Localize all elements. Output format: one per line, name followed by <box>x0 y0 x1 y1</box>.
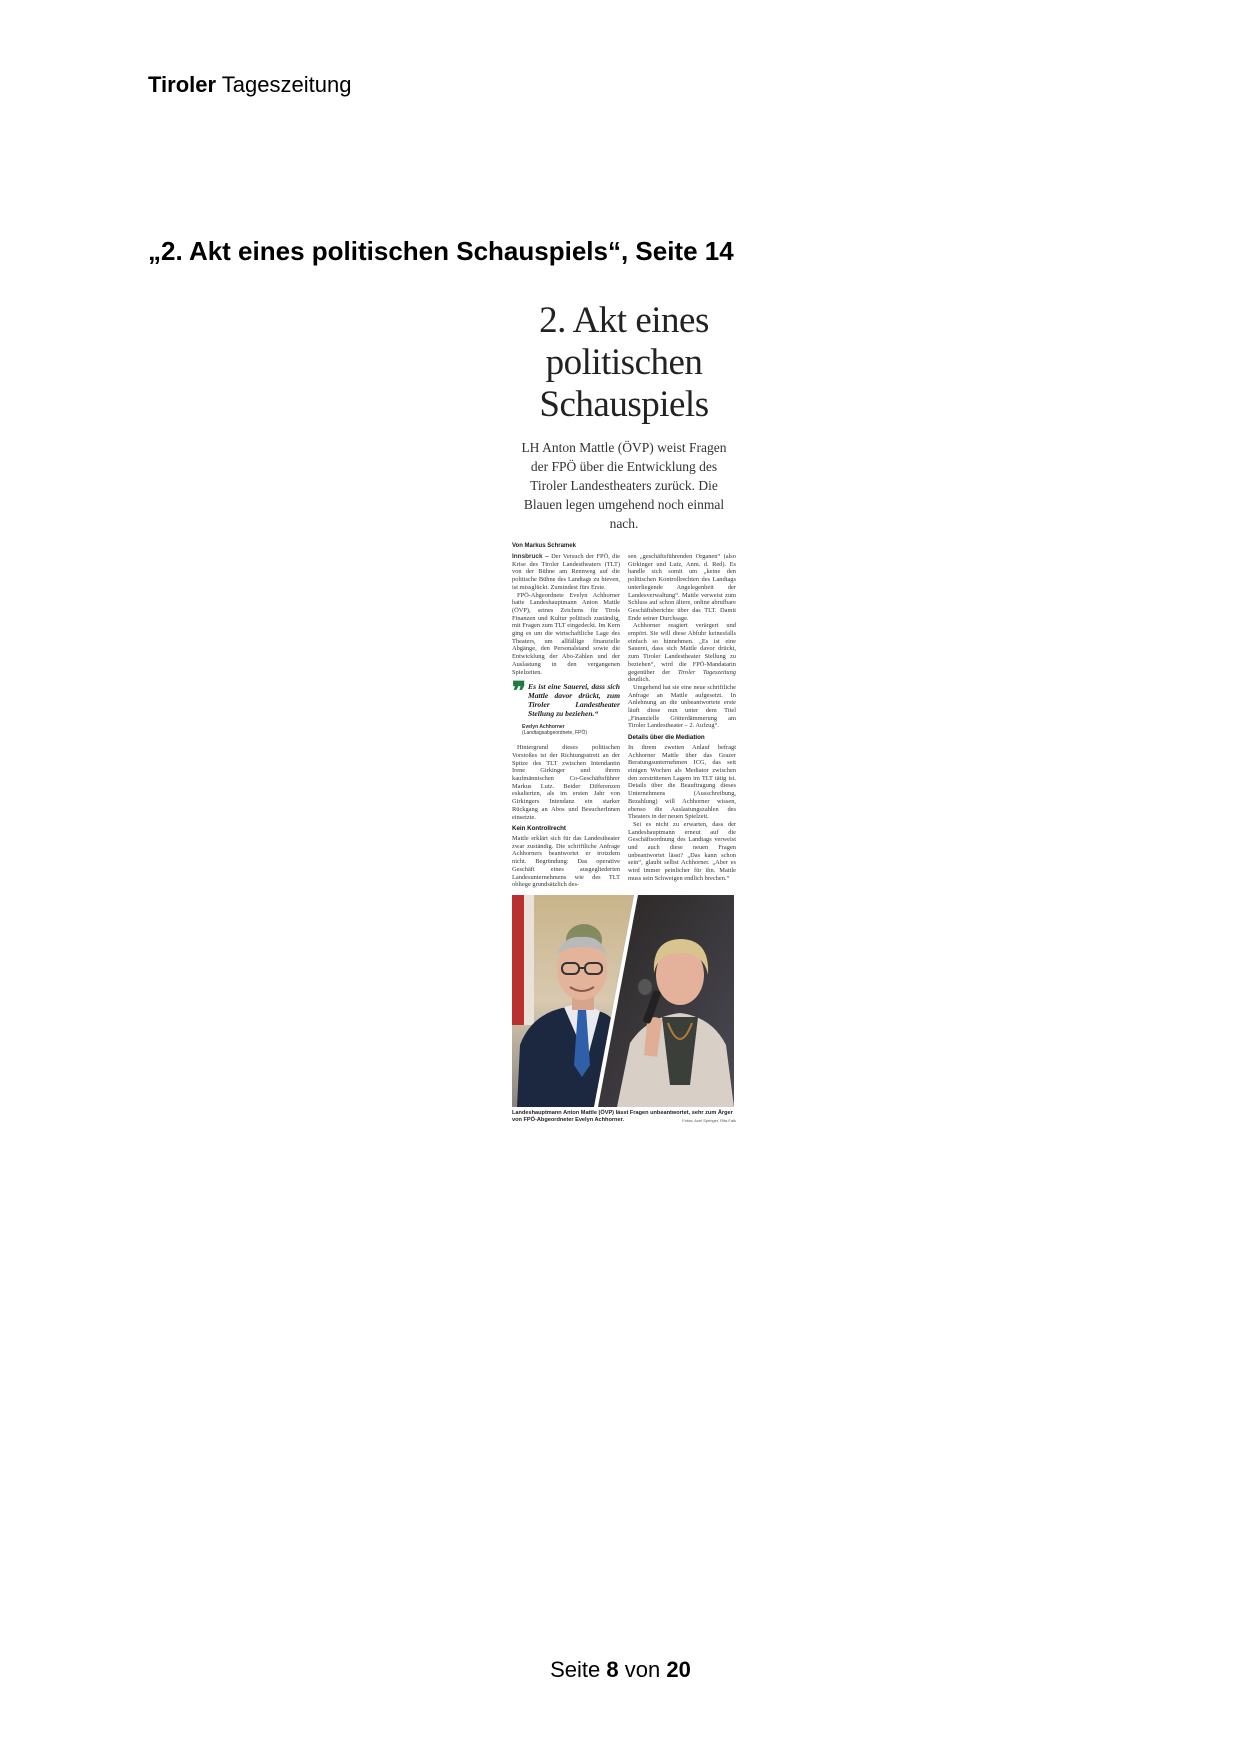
article-columns <box>512 553 736 889</box>
paragraph: Mattle erklärt sich für das Landestheater zwar zuständig. Die schriftliche Anfrage Achhorners beantwortet er trotzdem nicht. Begründung: Das operative Geschäft eines ausgegliederten Landesunternehmens wie des TLT obliege grundsätzlich des- <box>512 834 620 889</box>
paragraph: Innsbruck – Der Versuch der FPÖ, die Krise des Tiroler Landestheaters (TLT) von der Bühne am Rennweg auf die politische Bühne des Landtags zu hieven, ist missglückt. Zumindest fürs Erste. <box>512 553 620 591</box>
paragraph: In ihrem zweiten Anlauf befragt Achhorner Mattle über das Grazer Beratungsunternehmen ICG, das seit einigen Wochen als Mediator zwischen den zerstrittenen Lagern im TLT tätig ist. Details über die Beauftragung dieses Unternehmens (Ausschreibung, Bezahlung) will Achhorner wissen, ebenso die Auslastungszahlen des Theaters in der neuen Spielzeit. <box>628 743 736 821</box>
page-footer: Seite 8 von 20 <box>550 1657 691 1682</box>
clipping-title: „2. Akt eines politischen Schauspiels“, Seite 14 <box>148 236 734 266</box>
pull-quote <box>512 677 620 719</box>
paragraph: Umgehend hat sie eine neue schriftliche Anfrage an Mattle aufgesetzt. In Anlehnung an die unbeantwortete erste läuft diese nun unter dem Titel „Finanzielle Götterdämmerung am Tiroler Landestheater – 2. Aufzug“. <box>628 683 736 730</box>
headline-line: politischen <box>545 342 703 383</box>
article-photo <box>512 895 734 1107</box>
dateline: Innsbruck – <box>512 553 549 560</box>
newspaper-clipping <box>512 300 736 1300</box>
brand-rest: Tageszeitung <box>221 72 352 97</box>
publication-header <box>148 72 351 98</box>
headline-line: Schauspiels <box>539 384 709 425</box>
article-headline <box>512 300 736 426</box>
quote-icon: ❞ <box>512 677 526 707</box>
headline-line: 2. Akt eines <box>539 300 709 341</box>
article-lead: LH Anton Mattle (ÖVP) weist Fragen der FPÖ über die Entwicklung des Tiroler Landestheaters zurück. Die Blauen legen umgehend noch einmal nach. <box>521 440 727 531</box>
subheading: Details über die Mediation <box>628 734 705 742</box>
photo-credit: Fotos: Axel Springer, Rita Falk <box>682 1117 736 1123</box>
pull-quote-text: Es ist eine Sauerei, dass sich Mattle davor drückt, zum Tiroler Landestheater Stellung zu beziehen.“ <box>528 682 620 719</box>
article-column-2 <box>628 553 736 889</box>
article-column-1 <box>512 553 620 889</box>
brand-bold: Tiroler <box>148 72 217 97</box>
pull-quote-source: Evelyn Achhorner (Landtagsabgeordnete, FPÖ) <box>522 724 588 737</box>
photo-illustration <box>512 895 734 1107</box>
paragraph: sen „geschäftsführenden Organen“ (also Girkinger und Lutz, Anm. d. Red). Es handle sich somit um „keine den politischen Kontrollrechten des Landtags unterliegende Angelegenheit der Landesverwaltung“. Mattle verweist zum Schluss auf schon ältere, online abrufbare Geschäftsberichte über das TLT. Damit Ende seiner Durchsage. <box>628 553 736 622</box>
photo-caption: Landeshauptmann Anton Mattle (ÖVP) lässt Fragen unbeantwortet, sehr zum Ärger von FPÖ-Abgeordneter Evelyn Achhorner. Fotos: Axel Springer, Rita Falk <box>512 1109 736 1123</box>
paragraph: Hintergrund dieses politischen Vorstoßes ist der Richtungsstreit an der Spitze des TLT zwischen Intendantin Irene Girkinger und ihrem kaufmännischen Co-Geschäftsführer Markus Lutz. Beider Differenzen eskalierten, als im ersten Jahr von Girkingers Intendanz ein starker Rückgang an Abos und BesucherInnen einsetzte. <box>512 744 620 821</box>
paragraph: Sei es nicht zu erwarten, dass der Landeshauptmann erneut auf die Geschäftsordnung des Landtags verweist und auch diese neuen Fragen unbeantwortet lässt? „Das kann schon sein“, glaubt selbst Achhorner. „Aber es wird immer peinlicher für ihn. Mattle muss sein Schweigen endlich brechen.“ <box>628 820 736 882</box>
article-author: Von Markus Schramek <box>512 543 576 549</box>
total-pages: 20 <box>666 1657 691 1682</box>
subheading: Kein Kontrollrecht <box>512 825 566 833</box>
paragraph: Achhorner reagiert verärgert und empört. Sie will diese Abfuhr keinesfalls einfach so hinnehmen. „Es ist eine Sauerei, dass sich Mattle davor drückt, zum Tiroler Landestheater Stellung zu beziehen“, wird die FPÖ-Mandatarin gegenüber der Tiroler Tageszeitung deutlich. <box>628 622 736 684</box>
publication-name-italic: Tiroler Tageszeitung <box>677 668 736 676</box>
current-page: 8 <box>606 1657 619 1682</box>
paragraph: FPÖ-Abgeordnete Evelyn Achhorner hatte Landeshauptmann Anton Mattle (ÖVP), seines Zeichens für Tirols Finanzen und Kultur politisch zuständig, mit Fragen zum TLT eingedeckt. Im Kern ging es um die wirtschaftliche Lage des Theaters, um allfällige finanzielle Abgänge, den Personalstand sowie die Entwicklung der Abo-Zahlen und der Auslastung in den vergangenen Spielzeiten. <box>512 591 620 676</box>
